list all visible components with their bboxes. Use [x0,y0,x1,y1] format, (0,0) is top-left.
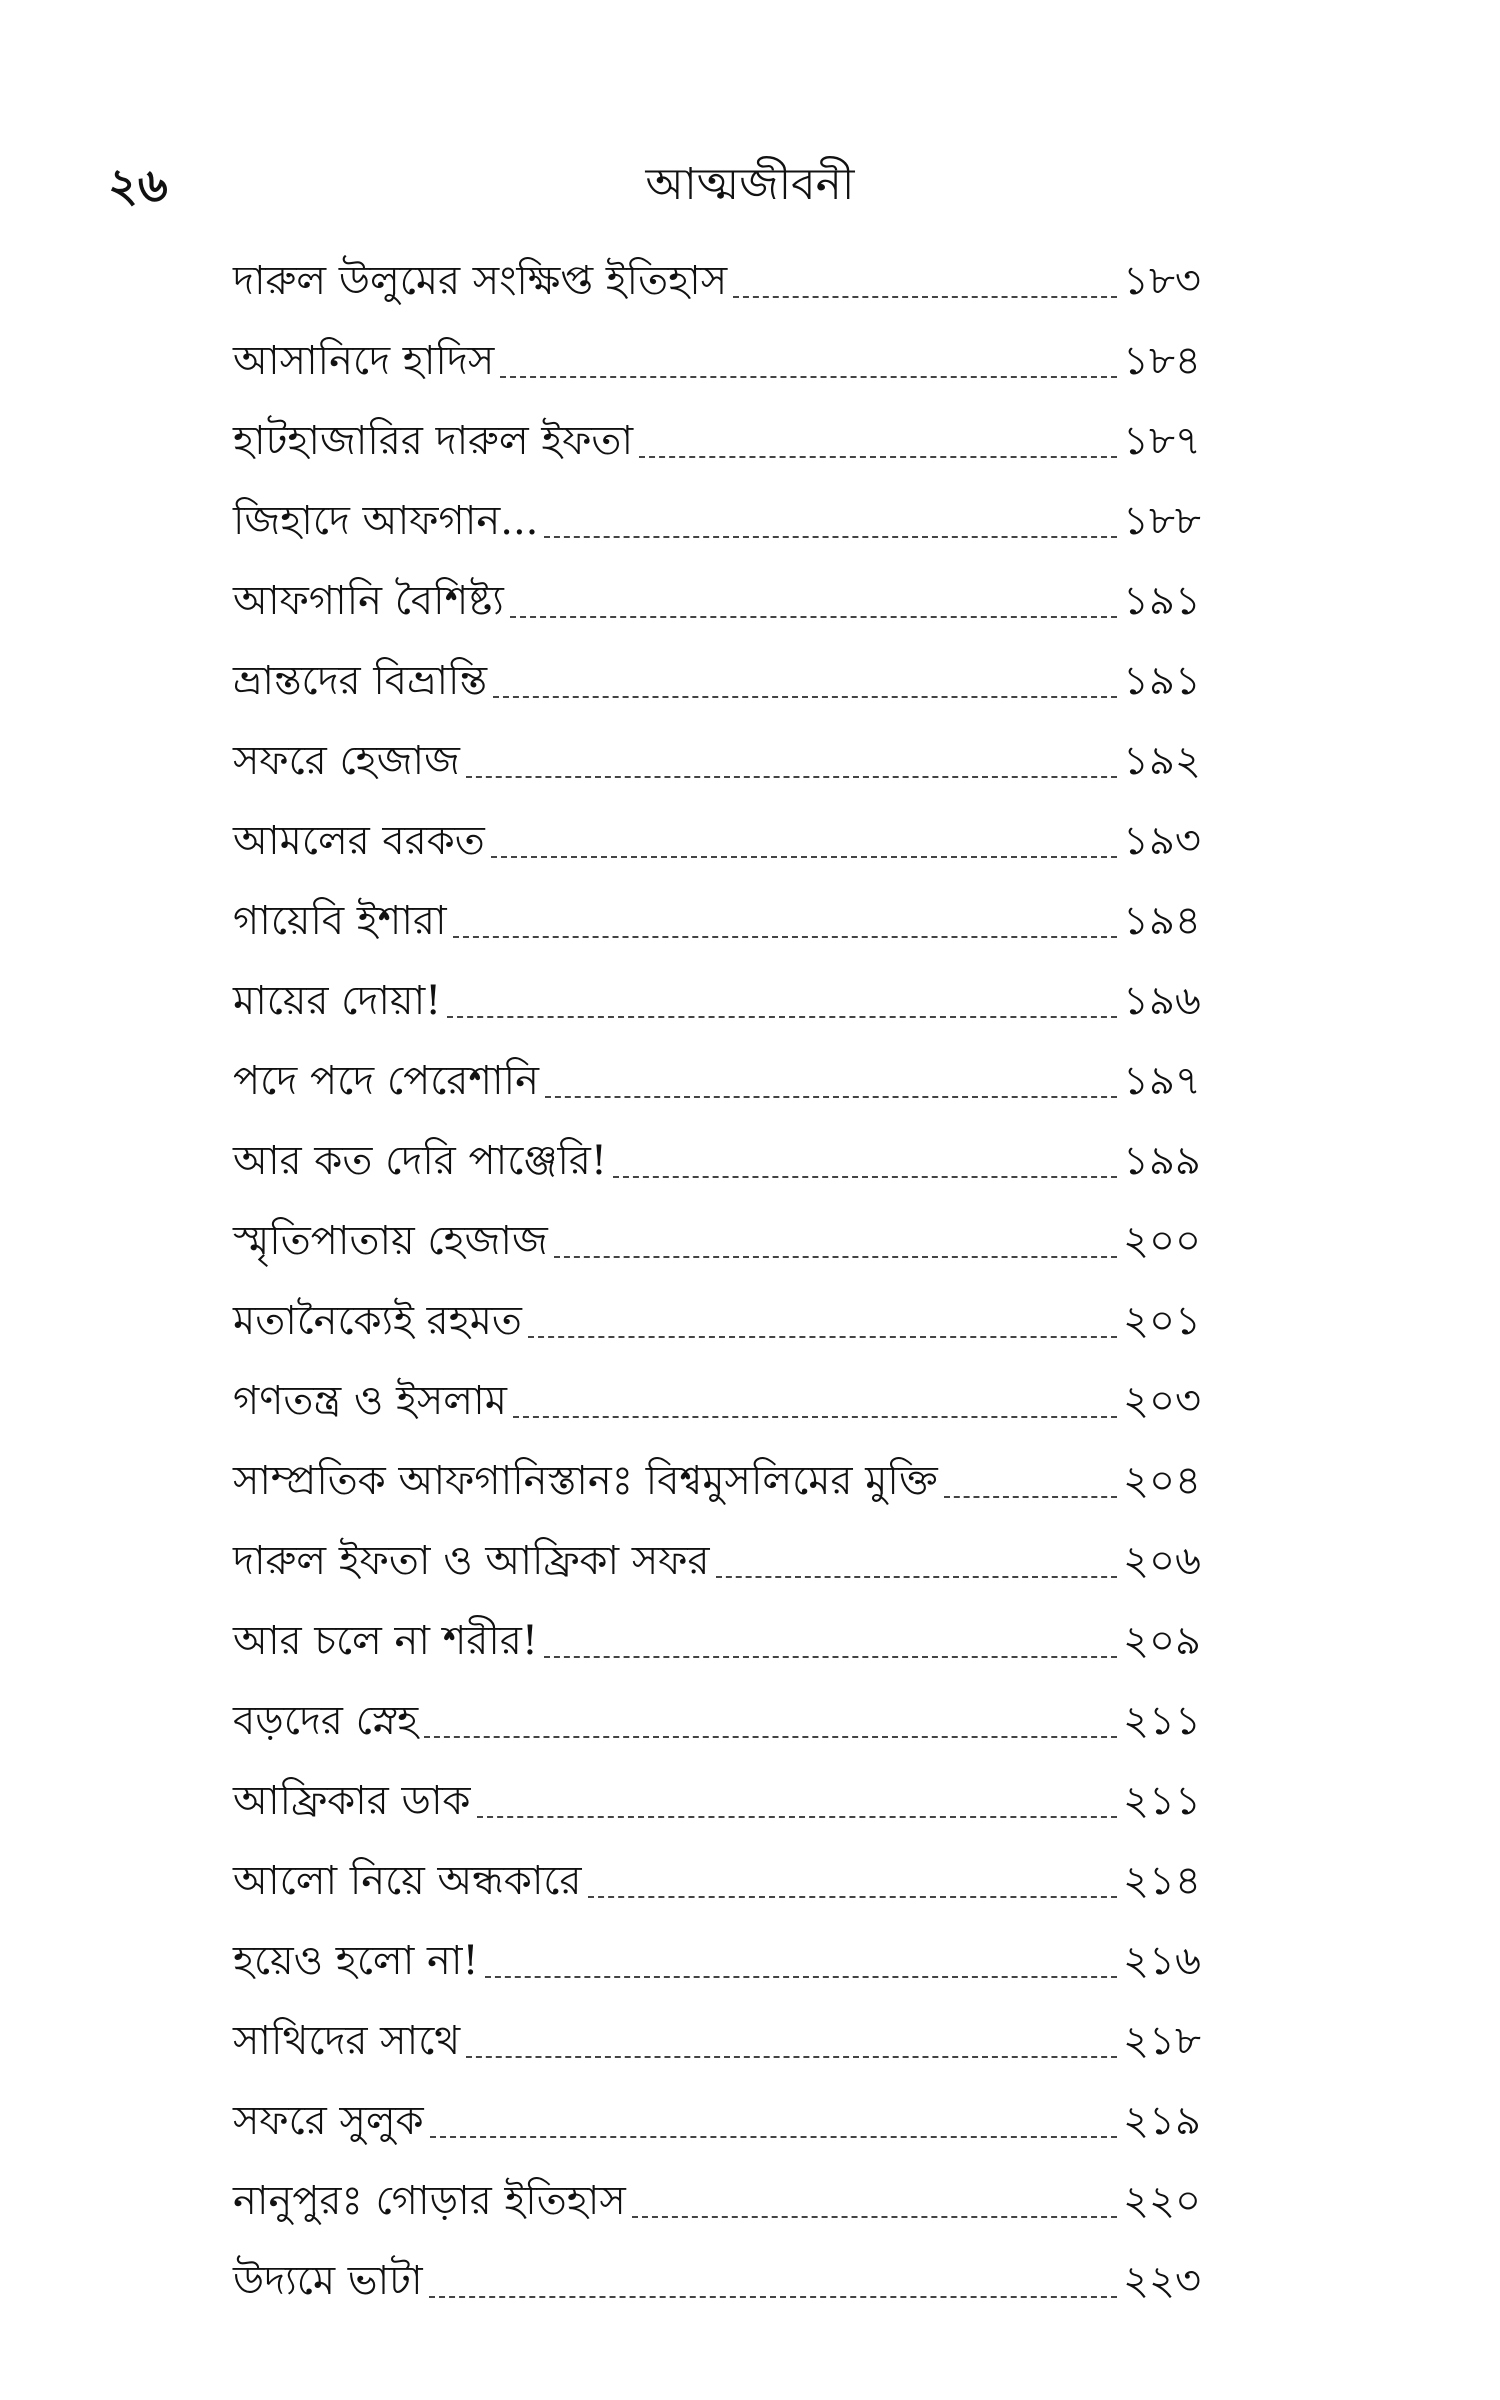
toc-entry-title: মতানৈক্যেই রহমত [233,1298,522,1344]
dotted-leader [613,1176,1117,1178]
toc-entry-page: ২১১ [1123,1698,1201,1744]
toc-entry [233,1278,1213,1358]
toc-entry-page: ২০১ [1123,1298,1201,1344]
running-title: আত্মজীবনী [645,159,855,210]
toc-entry-title: আমলের বরকত [233,818,485,864]
dotted-leader [545,1096,1117,1098]
toc-entry [233,1598,1213,1678]
dotted-leader [430,2136,1117,2138]
toc-entry-title: দারুল উলুমের সংক্ষিপ্ত ইতিহাস [233,258,728,304]
toc-entry-page: ১৯৯ [1123,1138,1201,1184]
toc-entry-title: সাম্প্রতিক আফগানিস্তানঃ বিশ্বমুসলিমের মুক্তি [233,1458,938,1504]
toc-entry [233,1678,1213,1758]
dotted-leader [510,616,1117,618]
toc-entry [233,958,1213,1038]
toc-entry-title: গণতন্ত্র ও ইসলাম [233,1378,507,1424]
dotted-leader [429,2296,1117,2298]
toc-entry-page: ২১৬ [1123,1938,1201,1984]
dotted-leader [424,1736,1117,1738]
dotted-leader [491,856,1117,858]
toc-entry-title: আসানিদে হাদিস [233,338,495,384]
toc-entry-title: স্মৃতিপাতায় হেজাজ [233,1218,548,1264]
dotted-leader [733,296,1117,298]
toc-entry-page: ১৮৩ [1123,258,1201,304]
toc-entry-title: নানুপুরঃ গোড়ার ইতিহাস [233,2178,626,2224]
toc-entry-title: দারুল ইফতা ও আফ্রিকা সফর [233,1538,710,1584]
toc-entry [233,398,1213,478]
toc-entry [233,318,1213,398]
toc-entry [233,718,1213,798]
toc-entry-page: ২১৪ [1123,1858,1201,1904]
toc-entry-title: হয়েও হলো না! [233,1938,479,1984]
toc-entry-page: ১৯১ [1123,658,1201,704]
toc-entry-page: ১৯৬ [1123,978,1201,1024]
dotted-leader [588,1896,1118,1898]
toc-entry-title: গায়েবি ইশারা [233,898,447,944]
dotted-leader [485,1976,1117,1978]
toc-entry [233,238,1213,318]
toc-entry-page: ২১১ [1123,1778,1201,1824]
dotted-leader [944,1496,1117,1498]
toc-entry [233,478,1213,558]
dotted-leader [466,2056,1117,2058]
page-number: ২৬ [108,158,168,212]
dotted-leader [528,1336,1117,1338]
toc-entry-title: আফগানি বৈশিষ্ট্য [233,578,504,624]
toc-entry [233,2238,1213,2318]
toc-entry [233,1118,1213,1198]
dotted-leader [493,696,1117,698]
toc-entry-page: ১৯৪ [1123,898,1201,944]
toc-entry-title: সফরে হেজাজ [233,738,460,784]
toc-entry-page: ১৮৪ [1123,338,1201,384]
toc-entry-title: বড়দের স্নেহ [233,1698,419,1744]
toc-entry-page: ২০০ [1123,1218,1202,1264]
toc-entry [233,2158,1213,2238]
dotted-leader [513,1416,1117,1418]
toc-entry-page: ২১৮ [1123,2018,1201,2064]
toc-entry-title: সাথিদের সাথে [233,2018,461,2064]
toc-entry-title: উদ্যমে ভাটা [233,2258,423,2304]
toc-entry-title: সফরে সুলুক [233,2098,424,2144]
toc-entry-title: হাটহাজারির দারুল ইফতা [233,418,634,464]
dotted-leader [554,1256,1117,1258]
toc-entry [233,798,1213,878]
toc-entry-title: মায়ের দোয়া! [233,978,442,1024]
toc-entry-page: ২০৯ [1123,1618,1201,1664]
toc-entry-page: ১৯১ [1123,578,1201,624]
toc-entry-page: ২২৩ [1123,2258,1202,2304]
toc-entry [233,1038,1213,1118]
toc-entry [233,1998,1213,2078]
toc-entry-page: ১৯৩ [1123,818,1201,864]
toc-entry [233,558,1213,638]
dotted-leader [544,1656,1117,1658]
toc-entry-page: ১৮৭ [1123,418,1201,464]
dotted-leader [632,2216,1117,2218]
table-of-contents [233,238,1213,2318]
toc-entry-page: ২০৪ [1123,1458,1201,1504]
toc-entry-title: জিহাদে আফগান... [233,498,539,544]
dotted-leader [453,936,1117,938]
dotted-leader [639,456,1117,458]
toc-entry-page: ১৯৭ [1123,1058,1201,1104]
toc-entry-title: আর চলে না শরীর! [233,1618,538,1664]
toc-entry-page: ২০৩ [1123,1378,1202,1424]
toc-entry-title: আলো নিয়ে অন্ধকারে [233,1858,582,1904]
dotted-leader [500,376,1117,378]
toc-entry [233,1758,1213,1838]
dotted-leader [477,1816,1117,1818]
toc-entry [233,1518,1213,1598]
toc-entry-page: ২০৬ [1123,1538,1202,1584]
toc-entry [233,2078,1213,2158]
dotted-leader [466,776,1117,778]
toc-entry-page: ২১৯ [1123,2098,1201,2144]
toc-entry [233,638,1213,718]
toc-entry-page: ১৮৮ [1123,498,1201,544]
toc-entry [233,1918,1213,1998]
toc-entry [233,878,1213,958]
dotted-leader [544,536,1117,538]
toc-entry [233,1198,1213,1278]
toc-entry [233,1838,1213,1918]
toc-entry-title: পদে পদে পেরেশানি [233,1058,539,1104]
dotted-leader [447,1016,1117,1018]
toc-entry-title: ভ্রান্তদের বিভ্রান্তি [233,658,488,704]
toc-entry-title: আফ্রিকার ডাক [233,1778,471,1824]
toc-entry-title: আর কত দেরি পাঞ্জেরি! [233,1138,608,1184]
toc-entry-page: ২২০ [1123,2178,1202,2224]
toc-entry-page: ১৯২ [1123,738,1201,784]
dotted-leader [716,1576,1117,1578]
toc-entry [233,1438,1213,1518]
toc-entry [233,1358,1213,1438]
